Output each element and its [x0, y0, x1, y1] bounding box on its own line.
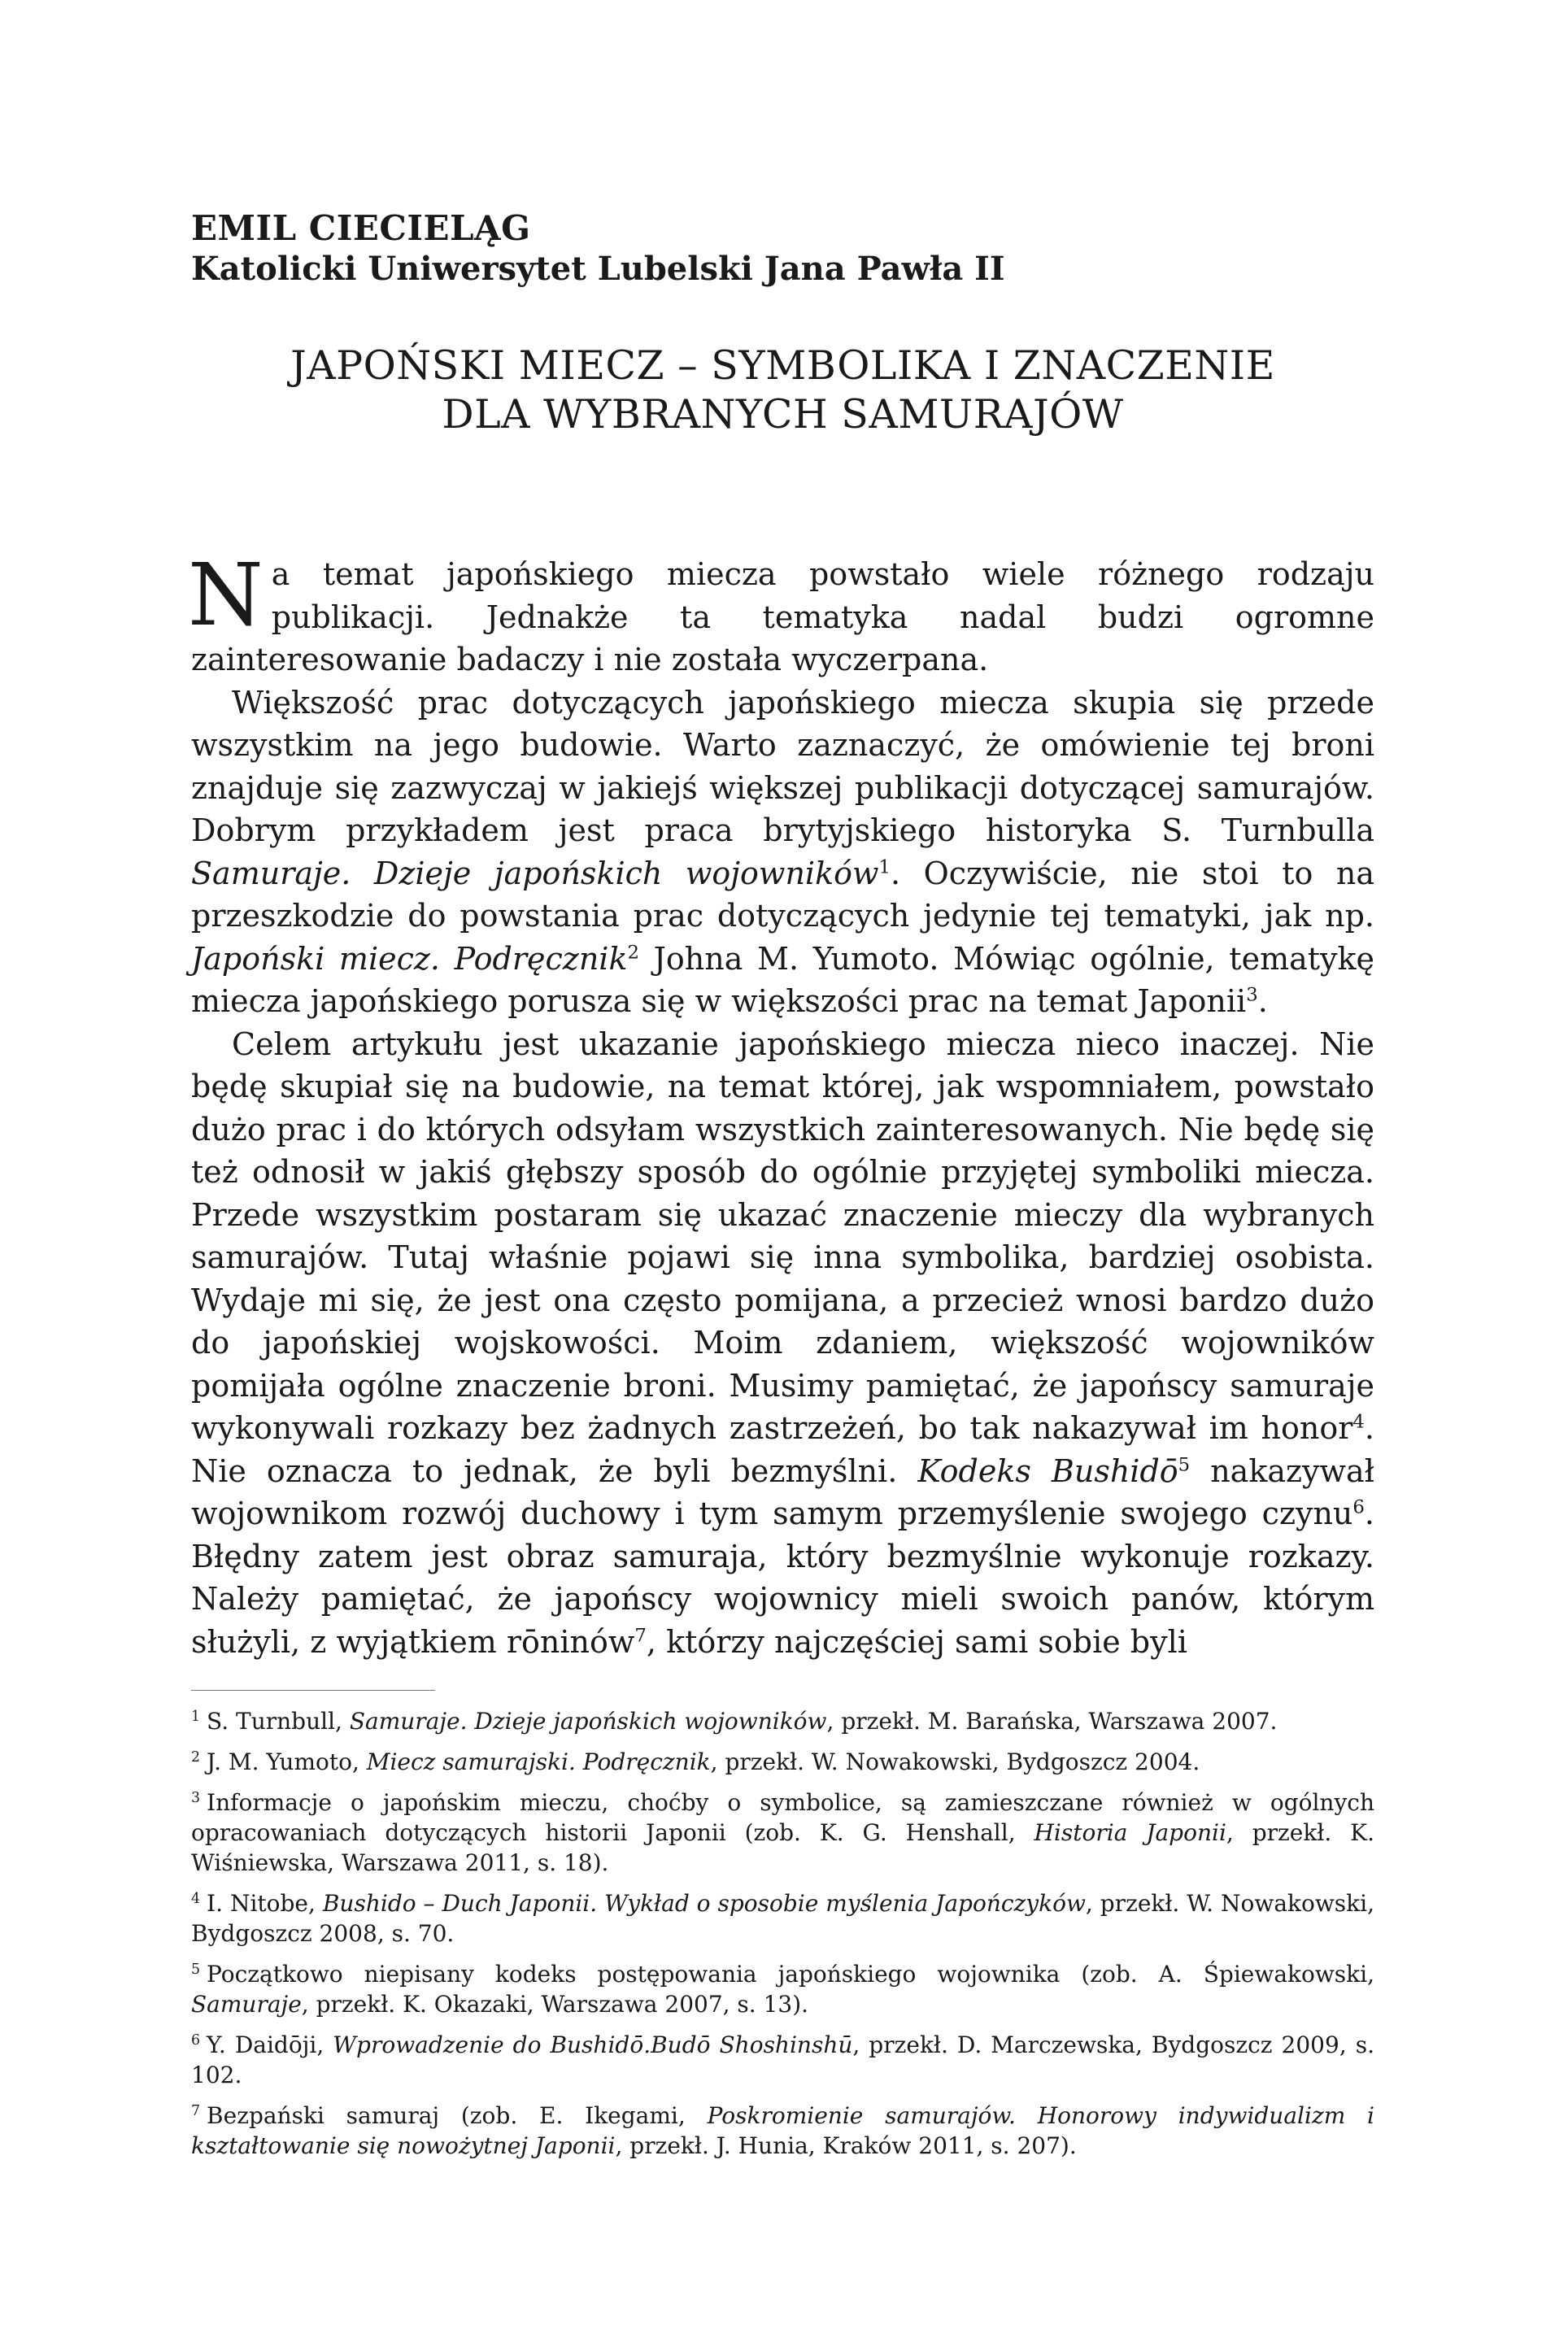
- paragraph-2-text-1: Większość prac dotyczących japońskiego miecza skupia się przede wszystkim na jego budowie. Warto zaznaczyć, że omówienie tej broni znajduje się zazwyczaj w jakiejś większej publikacji dotyczącej samurajów. Dobrym przykładem jest praca brytyjskiego historyka S. Turnbulla: [191, 684, 1374, 848]
- footnote-text: , przekł. W. Nowakowski, Bydgoszcz 2008, s. 70.: [191, 1890, 1375, 1947]
- paragraph-1: [188, 545, 1374, 681]
- footnote-divider: [191, 1690, 435, 1691]
- footnote: [191, 1747, 1374, 1777]
- paragraph-3-italic-1: Kodeks Bushidō: [917, 1452, 1178, 1489]
- footnote-text: J. M. Yumoto,: [207, 1748, 367, 1775]
- footnote-italic: Miecz samurajski. Podręcznik: [366, 1748, 711, 1775]
- paragraph-3-text-2: . Nie oznacza to jednak, że byli bezmyślni.: [191, 1410, 1374, 1489]
- footnote-text: , przekł. K. Okazaki, Warszawa 2007, s. 13).: [301, 1991, 809, 2018]
- footnote-italic: Samuraje: [191, 1991, 302, 2018]
- footnote-italic: Historia Japonii: [1034, 1819, 1226, 1846]
- footnote-text: , przekł. J. Hunia, Kraków 2011, s. 207).: [615, 2132, 1077, 2159]
- footnote-number: 7: [191, 2102, 201, 2119]
- footnote-italic: Poskromienie samurajów. Honorowy indywidualizm i kształtowanie się nowożytnej Japonii: [191, 2102, 1374, 2159]
- paragraph-3-text-3: nakazywał wojownikom rozwój duchowy i tym samym przemyślenie swojego czynu: [191, 1452, 1374, 1531]
- footnote-text: , przekł. W. Nowakowski, Bydgoszcz 2004.: [710, 1748, 1200, 1775]
- footnote-italic: Samuraje. Dzieje japońskich wojowników: [349, 1708, 827, 1735]
- paragraph-2-italic-2: Japoński miecz. Podręcznik: [191, 940, 628, 977]
- footnotes: [191, 1706, 1374, 2171]
- paragraph-2-text-3: Johna M. Yumoto. Mówiąc ogólnie, tematykę miecza japońskiego porusza się w większości prac na temat Japonii: [191, 940, 1375, 1019]
- paragraph-2: [191, 681, 1374, 1023]
- footnote-text: I. Nitobe,: [207, 1890, 323, 1917]
- paragraph-2-text-2: . Oczywiście, nie stoi to na przeszkodzie do powstania prac dotyczących jedynie tej tematyki, jak np.: [191, 855, 1374, 934]
- footnote-number: 4: [191, 1890, 201, 1907]
- footnote-ref-1: 1: [878, 856, 891, 877]
- footnote-ref-4: 4: [1352, 1411, 1365, 1433]
- article-body: [188, 545, 1375, 1663]
- paragraph-1-text: a temat japońskiego miecza powstało wiele różnego rodzaju publikacji. Jednakże ta tematyka nadal budzi ogromne zainteresowanie badaczy i nie została wyczerpana.: [191, 556, 1374, 677]
- paragraph-3: [191, 1023, 1374, 1664]
- footnote-text: , przekł. D. Marczewska, Bydgoszcz 2009, s. 102.: [191, 2031, 1374, 2088]
- footnote: [191, 2101, 1374, 2161]
- title-line-2: DLA WYBRANYCH SAMURAJÓW: [442, 391, 1124, 438]
- footnote-text: S. Turnbull,: [207, 1708, 350, 1735]
- footnote-text: Y. Daidōji,: [207, 2031, 333, 2058]
- footnote-ref-6: 6: [1352, 1496, 1365, 1518]
- paragraph-3-text-5: , którzy najczęściej sami sobie byli: [646, 1623, 1187, 1660]
- footnote: [191, 2030, 1374, 2090]
- footnote-text: , przekł. M. Barańska, Warszawa 2007.: [826, 1708, 1278, 1735]
- footnote: [191, 1706, 1374, 1736]
- footnote-text: Bezpański samuraj (zob. E. Ikegami,: [207, 2102, 708, 2129]
- footnote-number: 2: [191, 1748, 201, 1766]
- footnote: [191, 1959, 1374, 2019]
- author-name: EMIL CIECIELĄG: [191, 208, 531, 248]
- footnote-text: Początkowo niepisany kodeks postępowania japońskiego wojownika (zob. A. Śpiewakowski,: [207, 1961, 1374, 1988]
- paragraph-2-italic-1: Samuraje. Dzieje japońskich wojowników: [191, 855, 879, 891]
- footnote: [191, 1888, 1374, 1949]
- article-title: [191, 342, 1374, 439]
- title-line-1: JAPOŃSKI MIECZ – SYMBOLIKA I ZNACZENIE: [290, 342, 1275, 389]
- footnote-number: 6: [191, 2031, 201, 2049]
- footnote-number: 3: [191, 1789, 201, 1806]
- footnote-italic: Bushido – Duch Japonii. Wykład o sposobie myślenia Japończyków: [322, 1890, 1086, 1917]
- footnote-number: 5: [191, 1961, 201, 1978]
- author-affiliation: Katolicki Uniwersytet Lubelski Jana Pawła II: [191, 250, 1005, 288]
- paragraph-3-text-1: Celem artykułu jest ukazanie japońskiego miecza nieco inaczej. Nie będę skupiał się na budowie, na temat której, jak wspomniałem, powstało dużo prac i do których odsyłam wszystkich zainteresowanych. Nie będę się też odnosił w jakiś głębszy sposób do ogólnie przyjętej symboliki miecza. Przede wszystkim postaram się ukazać znaczenie mieczy dla wybranych samurajów. Tutaj właśnie pojawi się inna symbolika, bardziej osobista. Wydaje mi się, że jest ona często pomijana, a przecież wnosi bardzo dużo do japońskiej wojskowości. Moim zdaniem, większość wojowników pomijała ogólne znaczenie broni. Musimy pamiętać, że japońscy samuraje wykonywali rozkazy bez żadnych zastrzeżeń, bo tak nakazywał im honor: [191, 1025, 1374, 1446]
- footnote: [191, 1787, 1374, 1878]
- footnote-ref-3: 3: [1246, 984, 1258, 1006]
- footnote-text: Informacje o japońskim mieczu, choćby o symbolice, są zamieszczane również w ogólnych opracowaniach dotyczących historii Japonii (zob. K. G. Henshall,: [191, 1789, 1374, 1846]
- footnote-ref-7: 7: [634, 1624, 647, 1646]
- footnote-italic: Wprowadzenie do Bushidō.Budō Shoshinshū: [333, 2031, 853, 2058]
- paragraph-2-text-4: .: [1257, 983, 1268, 1019]
- footnote-text: , przekł. K. Wiśniewska, Warszawa 2011, s. 18).: [191, 1819, 1374, 1876]
- drop-cap: N: [188, 545, 264, 645]
- paragraph-3-text-4: . Błędny zatem jest obraz samuraja, który bezmyślnie wykonuje rozkazy. Należy pamiętać, że japońscy wojownicy mieli swoich panów, którym służyli, z wyjątkiem rōninów: [191, 1496, 1374, 1660]
- footnote-ref-2: 2: [627, 941, 640, 963]
- footnote-number: 1: [191, 1708, 201, 1725]
- footnote-ref-5: 5: [1178, 1453, 1191, 1475]
